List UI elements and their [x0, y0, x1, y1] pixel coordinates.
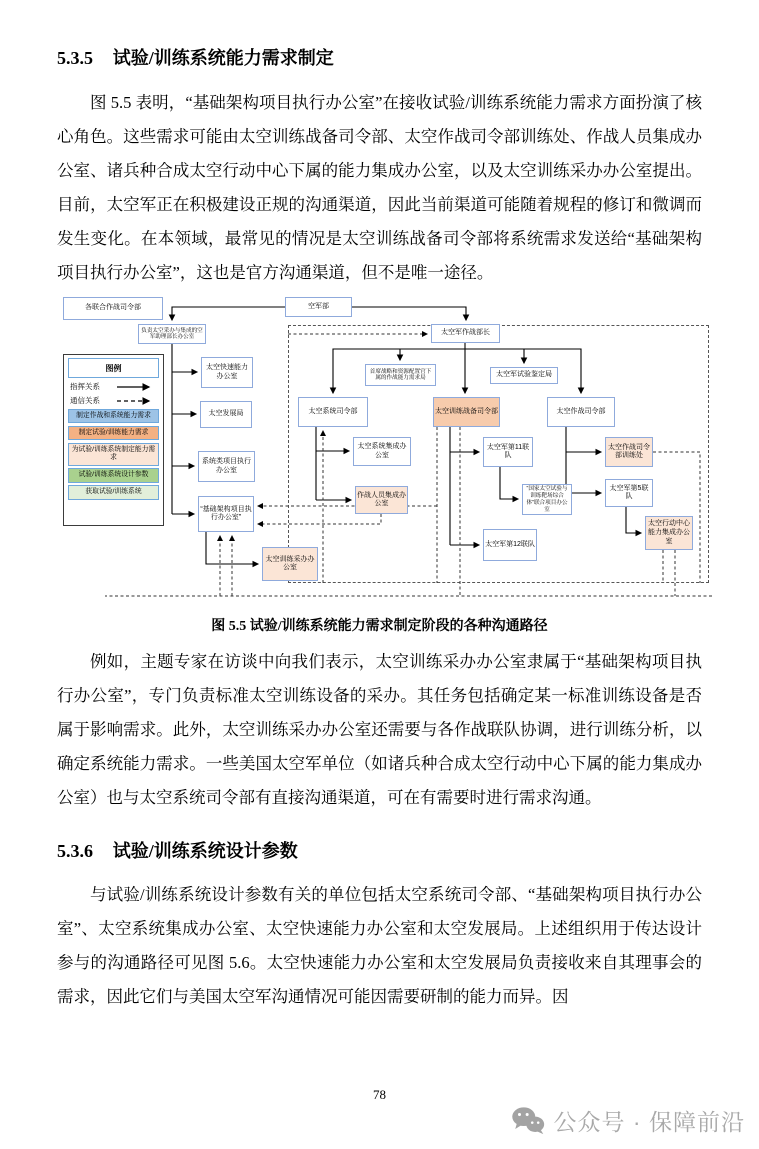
node-joint-commands: 各联合作战司令部: [63, 297, 163, 320]
legend-label: 指挥关系: [70, 382, 100, 392]
node-rapid-capabilities-office: 太空快速能力办公室: [201, 357, 253, 388]
node-space-operations-command: 太空作战司令部: [547, 397, 615, 427]
dashed-arrow-icon: [115, 396, 157, 406]
section-title: 试验/训练系统设计参数: [112, 841, 298, 862]
node-infrastructure-peo: “基础架构项目执行办公室”: [198, 496, 254, 532]
legend: [63, 354, 164, 526]
legend-label: 通信关系: [70, 396, 100, 406]
node-test-evaluation-bureau: 太空军试验鉴定局: [490, 367, 558, 384]
node-space-systems-command: 太空系统司令部: [298, 397, 368, 427]
node-starcom: 太空训练战备司令部: [433, 397, 500, 427]
figure-caption: 图 5.5 试验/训练系统能力需求制定阶段的各种沟通路径: [211, 619, 548, 635]
node-delta-12: 太空军第12联队: [483, 529, 537, 561]
section-number: 5.3.6: [57, 841, 93, 862]
node-air-force-dept: 空军部: [285, 297, 352, 317]
node-ssc-integration-office: 太空系统集成办公室: [353, 437, 411, 466]
section-number: 5.3.5: [57, 48, 93, 68]
section-heading-536: [57, 839, 702, 863]
legend-item-design-parameters: 试验/训练系统设计参数: [68, 468, 159, 482]
watermark-text: 公众号 · 保障前沿: [553, 1109, 745, 1135]
node-delta-11: 太空军第11联队: [483, 437, 533, 467]
node-spoc-training-division: 太空作战司令部训练处: [605, 437, 653, 467]
legend-item-acquire-systems: 获取试验/训练系统: [68, 485, 159, 499]
paragraph: 与试验/训练系统设计参数有关的单位包括太空系统司令部、“基础架构项目执行办公室”、太空系统集成办公室、太空快速能力办公室和太空发展局。上述组织用于传达设计参与的沟通路径可见图 5.6。太空快速能力办公室和太空发展局负责接收来自其理事会的需求，因此它们与美国太空军沟通情况可能因需要研制的能力而异。因: [57, 884, 702, 1006]
node-chief-of-space-operations: 太空军作战部长: [431, 324, 500, 343]
legend-item-test-training-requirements: 制定试验/训练能力需求: [68, 426, 159, 440]
node-warfighter-integration-office: 作战人员集成办公室: [355, 486, 408, 514]
figure-5-5: [60, 294, 715, 609]
section-heading-535: [57, 46, 702, 70]
solid-arrow-icon: [115, 382, 157, 392]
legend-title: 图例: [68, 358, 159, 378]
wechat-icon: [511, 1106, 545, 1135]
legend-item-system-capability-requirements: 为试验/训练系统制定能力需求: [68, 443, 159, 466]
legend-comm-relation: [70, 395, 157, 406]
node-space-training-acq-office: 太空训练采办办公室: [262, 547, 318, 581]
paragraph: 例如，主题专家在访谈中向我们表示，太空训练采办办公室隶属于“基础架构项目执行办公室”，专门负责标准太空训练设备的采办。其任务包括确定某一标准训练设备是否属于影响需求。此外，太空训练采办办公室还需要与各作战联队协调，进行训练分析，以确定系统能力需求。一些美国太空军单位（如诸兵种合成太空行动中心下属的能力集成办公室）也与太空系统司令部有直接沟通渠道，可在有需要时进行需求沟通。: [57, 652, 702, 808]
paragraph: 图 5.5 表明，“基础架构项目执行办公室”在接收试验/训练系统能力需求方面扮演了核心角色。这些需求可能由太空训练战备司令部、太空作战司令部训练处、作战人员集成办公室、诸兵种合成太空行动中心下属的能力集成办公室，以及太空训练采办办公室提出。目前，太空军正在积极建设正规的沟通渠道，因此当前渠道可能随着规程的修订和微调而发生变化。在本领域，最常见的情况是太空训练战备司令部将系统需求发送给“基础架构项目执行办公室”，这也是官方沟通渠道，但不是唯一途径。: [57, 93, 702, 283]
node-asst-secretary: 负责太空采办与集成的空军助理部长办公室: [138, 324, 206, 344]
node-nsttc-joint-program-office: “国家太空试验与训练靶场综合体”联合项目办公室: [522, 484, 572, 515]
node-delta-5: 太空军第5联队: [605, 479, 653, 507]
node-space-development-agency: 太空发展局: [200, 401, 252, 428]
page-number: 78: [373, 1087, 386, 1102]
node-capability-requirements-bureau: 首席战略和资源配置官下属的作战能力需求局: [365, 364, 436, 386]
watermark: [511, 1104, 745, 1137]
legend-item-operational-requirements: 制定作战和系统能力需求: [68, 409, 159, 423]
legend-command-relation: [70, 381, 157, 392]
node-system-peo: 系统类项目执行办公室: [198, 451, 255, 482]
section-title: 试验/训练系统能力需求制定: [112, 48, 334, 68]
node-ops-center-capability-integration-office: 太空行动中心能力集成办公室: [645, 516, 693, 550]
